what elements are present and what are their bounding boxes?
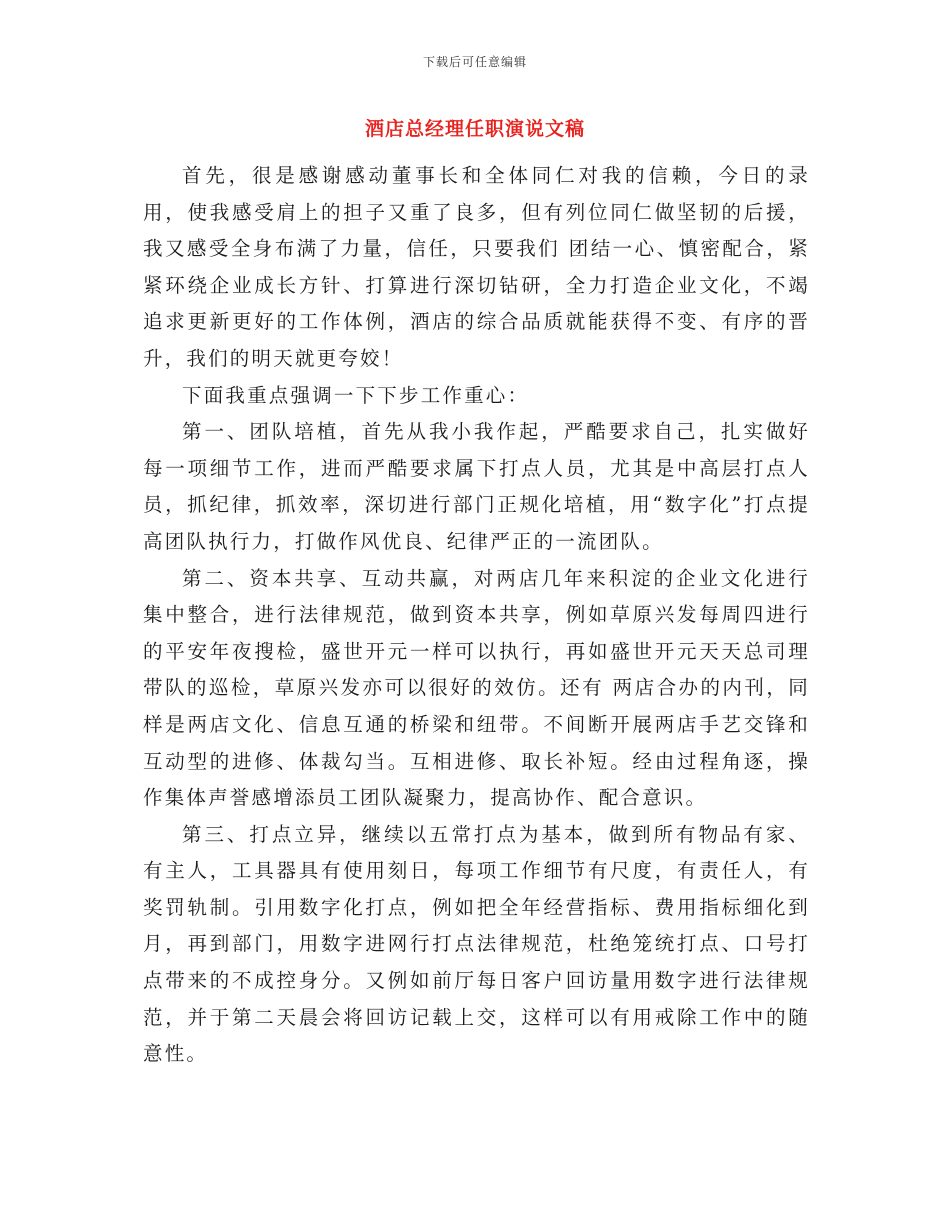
paragraph-team-building: 第一、团队培植，首先从我小我作起，严酷要求自己，扎实做好每一项细节工作，进而严酷要求属下打点人员，尤其是中高层打点人员，抓纪律，抓效率，深切进行部门正规化培植，用“数字化”打点提高团队执行力，打做作风优良、纪律严正的一流团队。 [143,420,810,553]
paragraph-intro: 首先，很是感谢感动董事长和全体同仁对我的信赖，今日的录用，使我感受肩上的担子又重了良多，但有列位同仁做坚韧的后援，我又感受全身布满了力量，信任，只要我们 团结一心、慎密配合，紧紧环绕企业成长方针、打算进行深切钻研，全力打造企业文化，不竭追求更新更好的工作体例，酒店的综合品质就能获得不变、有序的晋升，我们的明天就更夸姣！ [143,164,810,370]
document-title: 酒店总经理任职演说文稿 [364,118,585,140]
paragraph-resource-sharing: 第二、资本共享、互动共赢，对两店几年来积淀的企业文化进行集中整合，进行法律规范，做到资本共享，例如草原兴发每周四进行的平安年夜搜检，盛世开元一样可以执行，再如盛世开元天天总司理带队的巡检，草原兴发亦可以很好的效仿。还有 两店合办的内刊，同样是两店文化、信息互通的桥梁和纽带。不间断开展两店手艺交锋和互动型的进修、体裁勾当。互相进修、取长补短。经由过程角逐，操作集体声誉感增添员工团队凝聚力，提高协作、配合意识。 [143,566,810,810]
document-body [143,158,810,1073]
header-note: 下载后可任意编辑 [422,55,527,69]
paragraph-focus-intro: 下面我重点强调一下下步工作重心： [182,383,530,407]
paragraph-management-innovation: 第三、打点立异，继续以五常打点为基本，做到所有物品有家、有主人，工具器具有使用刻日，每项工作细节有尺度，有责任人，有奖罚轨制。引用数字化打点，例如把全年经营指标、费用指标细化到月，再到部门，用数字进网行打点法律规范，杜绝笼统打点、口号打点带来的不成控身分。又例如前厅每日客户回访量用数字进行法律规范，并于第二天晨会将回访记载上交，这样可以有用戒除工作中的随意性。 [143,822,810,1066]
